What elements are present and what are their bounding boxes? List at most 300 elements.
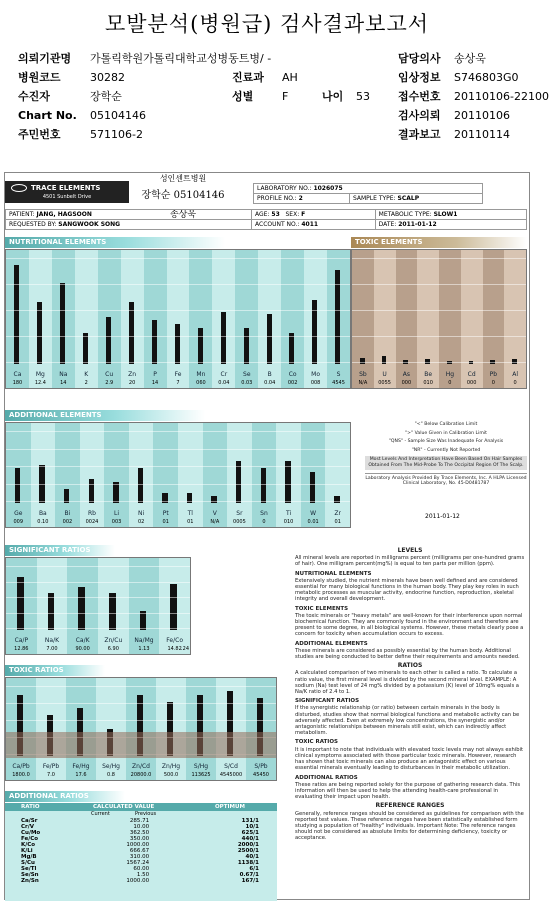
grid-line xyxy=(6,703,276,704)
chart-label: Zn/Hg xyxy=(161,763,181,770)
grid-line xyxy=(352,362,526,363)
chart-label: Sn xyxy=(260,510,268,517)
grid-line xyxy=(6,449,350,450)
narrative-heading: ADDITIONAL RATIOS xyxy=(295,774,358,781)
chart-label: S xyxy=(336,371,341,378)
chart-column xyxy=(483,250,505,388)
narrative-paragraph: Extensively studied, the nutrient minerals have been well defined and are considered essential for many biological functions in the human body. They play key roles in such metabolic processes as muscular activity, endocrine function, reproduction, skeletal integrity and overall development. xyxy=(295,577,519,603)
hospital-note: 성인센트병원 xyxy=(159,174,207,183)
age: 53 xyxy=(271,211,280,218)
chart-label: Cu xyxy=(105,371,114,378)
chart-column xyxy=(37,558,68,654)
chart-label: Zn/Cd xyxy=(132,763,150,770)
narrative-heading: LEVELS xyxy=(397,547,423,554)
chart-column xyxy=(374,250,396,388)
requested-label: REQUESTED BY: xyxy=(9,221,57,228)
chart-bar xyxy=(138,468,143,503)
chart-label: Ca/Pb xyxy=(12,763,30,770)
chart-column xyxy=(189,250,212,388)
chart-value: N/A xyxy=(358,380,368,386)
chart-value: 01 xyxy=(334,519,341,525)
account-no: 4011 xyxy=(301,221,319,228)
metabolic-type: SLOW1 xyxy=(433,211,458,218)
ratio-name: Cu/Mo xyxy=(21,830,41,836)
header-right-value: 20110114 xyxy=(454,128,510,141)
current-header: Current xyxy=(91,811,110,817)
chart-column xyxy=(352,250,374,388)
chart-column xyxy=(129,423,154,527)
grid-line xyxy=(352,336,526,337)
chart-value: 0024 xyxy=(85,519,99,525)
chart-bar xyxy=(310,472,315,504)
chart-label: Sb xyxy=(359,371,367,378)
metabolic-label: METABOLIC TYPE: xyxy=(378,211,432,218)
chart-value: 003 xyxy=(111,519,122,525)
optimum-value: 625/1 xyxy=(241,830,259,836)
chart-column xyxy=(144,250,167,388)
chart-label: Cr xyxy=(220,371,228,378)
date-cell xyxy=(375,220,526,230)
patient-name: JANG, HAGSOON xyxy=(36,211,92,218)
chart-label: Ge xyxy=(14,510,23,517)
chart-bar xyxy=(83,333,88,364)
chart-column xyxy=(252,423,277,527)
chart-value: 7 xyxy=(176,380,180,386)
previous-value xyxy=(153,878,213,884)
grid-line xyxy=(352,310,526,311)
additional-title: ADDITIONAL ELEMENTS xyxy=(5,410,205,421)
chart-value: 180 xyxy=(12,380,23,386)
chart-value: 7.0 xyxy=(47,772,55,778)
chart-bar xyxy=(236,461,241,503)
header-right-label: 결과보고 xyxy=(398,128,441,141)
chart-column xyxy=(121,250,144,388)
chart-bar xyxy=(267,314,272,364)
legend-item: Laboratory Analysis Provided By Trace Elements, Inc. A HLPA Licensed Clinical Laboratory, No. 45-D0481787 xyxy=(365,473,527,487)
grid-line xyxy=(6,582,190,583)
optimum-value: 167/1 xyxy=(241,878,259,884)
chart-column xyxy=(186,678,216,780)
chart-label: Pt xyxy=(162,510,169,517)
chart-bar xyxy=(17,577,24,630)
chart-value: .24 xyxy=(181,646,189,652)
optimum-value: 2500/1 xyxy=(237,848,259,854)
grid-line xyxy=(6,310,350,311)
chart-label: Al xyxy=(512,371,519,378)
age-label: AGE: xyxy=(255,211,270,218)
chart-column xyxy=(203,423,228,527)
lab-no-cell xyxy=(254,184,483,194)
header-mid2-value: 53 xyxy=(356,90,370,103)
chart-value: 0 xyxy=(262,519,266,525)
chart-label: Ca/K xyxy=(75,637,90,644)
narrative-heading: RATIOS xyxy=(397,662,423,670)
chart-label: Li xyxy=(114,510,120,517)
header-field-label: Chart No. xyxy=(18,109,77,122)
chart-value: 002 xyxy=(62,519,73,525)
chart-column xyxy=(276,423,301,527)
lab-no-label: LABORATORY NO.: xyxy=(257,185,312,192)
header-right-label: 임상정보 xyxy=(398,71,441,84)
header-field-label: 병원코드 xyxy=(18,71,61,84)
chart-value: 12.4 xyxy=(34,380,46,386)
current-value: 285.71 xyxy=(129,818,150,824)
metabolic-cell xyxy=(375,210,526,220)
chart-value: 20800.0 xyxy=(130,772,152,778)
requested-by: SANGWOOK SONG xyxy=(58,221,121,228)
patient-cell xyxy=(6,210,252,220)
toxic-ratios-title: TOXIC RATIOS xyxy=(5,665,105,676)
narrative-heading: ADDITIONAL ELEMENTS xyxy=(295,640,368,647)
chart-column xyxy=(6,678,36,780)
ratio-header: RATIO xyxy=(21,804,40,810)
sex-label: SEX: xyxy=(285,211,300,218)
legend-item: Most Levels And Interpretation Have Been Based On Hair Samples Obtained From The Mid-Probe To The Occipital Region Of The Scalp. xyxy=(365,456,527,469)
chart-label: Ca xyxy=(13,371,22,378)
brand-name: TRACE ELEMENTS xyxy=(31,184,101,192)
requested-cell xyxy=(6,220,252,230)
chart-value: 6.90 xyxy=(107,646,119,652)
ratio-name: K/Li xyxy=(21,848,33,854)
header-right-label: 접수번호 xyxy=(398,90,441,103)
narrative-paragraph: A calculated comparison of two minerals to each other is called a ratio. To calculate a ratio value, the first mineral level is divided by the second mineral level. EXAMPLE: A sodium (Na) test level of 24 mg% divided by a potassium (K) level of 10mg% equals a Na/K ratio of 2.4 to 1. xyxy=(295,670,519,696)
report-title: 모발분석(병원급) 검사결과보고서 xyxy=(104,12,430,36)
chart-column xyxy=(98,558,129,654)
narrative-heading: NUTRITIONAL ELEMENTS xyxy=(295,570,372,577)
chart-value: 008 xyxy=(310,380,321,386)
narrative-heading: TOXIC ELEMENTS xyxy=(295,605,349,612)
lab-address: 4501 Sunbelt Drive xyxy=(42,194,92,200)
optimum-value: 10/1 xyxy=(245,824,259,830)
chart-label: Mg xyxy=(35,371,45,378)
chart-value: N/A xyxy=(210,519,220,525)
chart-value: 0005 xyxy=(233,519,246,525)
grid-line xyxy=(6,284,350,285)
chart-column xyxy=(66,678,96,780)
chart-value: 002 xyxy=(287,380,298,386)
ratio-name: Se/Sn xyxy=(21,872,39,878)
current-value: 1000.00 xyxy=(126,842,150,848)
chart-column xyxy=(52,250,75,388)
grid-line xyxy=(6,258,350,259)
chart-value: 0 xyxy=(448,380,452,386)
ratio-name: S/Cu xyxy=(21,860,35,866)
chart-column xyxy=(153,423,178,527)
header-mid2-label: 나이 xyxy=(322,90,344,103)
optimum-value: 6/1 xyxy=(249,866,259,872)
chart-value: 113625 xyxy=(191,772,211,778)
nutritional-title: NUTRITIONAL ELEMENTS xyxy=(5,237,225,248)
current-value: 362.50 xyxy=(129,830,150,836)
ratio-name: Ca/Sr xyxy=(21,818,38,824)
chart-column xyxy=(304,250,327,388)
chart-value: 2.9 xyxy=(105,380,114,386)
grid-line xyxy=(6,613,190,614)
chart-column xyxy=(246,678,276,780)
chart-bar xyxy=(170,584,177,631)
legend-item: "QNS" - Sample Size Was Inadequate For Analysis xyxy=(388,439,504,445)
header-field-value: 장학순 xyxy=(90,90,122,103)
chart-bar xyxy=(261,468,266,503)
chart-column xyxy=(104,423,129,527)
optimum-header: OPTIMUM xyxy=(215,804,245,810)
ratio-name: Se/Tl xyxy=(21,866,37,872)
chart-label: Zr xyxy=(334,510,341,517)
narrative-heading: TOXIC RATIOS xyxy=(295,739,338,746)
chart-column xyxy=(96,678,126,780)
chart-value: 17.6 xyxy=(75,772,87,778)
chart-column xyxy=(281,250,304,388)
grid-line xyxy=(6,720,276,721)
calc-header: CALCULATED VALUE xyxy=(93,804,155,810)
chart-column xyxy=(178,423,203,527)
chart-column xyxy=(167,250,190,388)
chart-value: 010 xyxy=(283,519,294,525)
patient-info-table xyxy=(5,209,527,230)
chart-label: Be xyxy=(424,371,433,378)
chart-bar xyxy=(244,328,249,364)
optimum-value: 0.67/1 xyxy=(239,872,259,878)
header-mid-label: 진료과 xyxy=(232,71,264,84)
chart-label: As xyxy=(402,371,410,378)
chart-label: Se/Hg xyxy=(102,763,120,770)
previous-header: Previous xyxy=(135,811,157,817)
chart-value: 000 xyxy=(466,380,477,386)
chart-value: 90.00 xyxy=(75,646,90,652)
narrative-paragraph: It is important to note that individuals with elevated toxic levels may not always exhibit clinical symptoms associated with those particular toxic minerals. However, research has shown that toxic minerals can also produce an antagonistic effect on various essential minerals eventually leading to disturbances in their metabolic utilization. xyxy=(295,746,524,772)
chart-value: 0 xyxy=(491,380,495,386)
date-label: DATE: xyxy=(378,221,397,228)
chart-value: 000 xyxy=(401,380,412,386)
chart-label: Hg xyxy=(445,371,455,378)
chart-column xyxy=(80,423,105,527)
chart-column xyxy=(212,250,235,388)
header-mid-value: F xyxy=(282,90,289,103)
chart-column xyxy=(216,678,246,780)
chart-label: S/Cd xyxy=(224,763,238,770)
profile-cell xyxy=(254,194,350,204)
chart-value: 1800.0 xyxy=(12,772,30,778)
additional-chart xyxy=(5,422,351,528)
signature-date: 2011-01-12 xyxy=(425,513,460,520)
chart-column xyxy=(258,250,281,388)
narrative-heading: SIGNIFICANT RATIOS xyxy=(295,698,360,705)
chart-bar xyxy=(113,482,118,503)
chart-label: U xyxy=(382,371,387,378)
chart-column xyxy=(6,423,31,527)
optimum-value: 440/1 xyxy=(241,836,259,842)
grid-line xyxy=(6,501,350,502)
chart-value: 01 xyxy=(162,519,169,525)
chart-bar xyxy=(289,333,294,364)
sample-type: SCALP xyxy=(397,195,420,202)
ratio-name: K/Co xyxy=(21,842,36,848)
chart-column xyxy=(327,250,350,388)
legend-item: "<" Below Calibration Limit xyxy=(414,422,478,427)
sample-label: SAMPLE TYPE: xyxy=(352,195,396,202)
chart-value: 0.03 xyxy=(241,380,253,386)
grid-line xyxy=(6,362,350,363)
grid-line xyxy=(6,628,190,629)
chart-column xyxy=(31,423,56,527)
chart-label: S/Pb xyxy=(254,763,268,770)
grid-line xyxy=(6,431,350,432)
additional-ratios-title: ADDITIONAL RATIOS xyxy=(5,791,125,802)
chart-bar xyxy=(285,461,290,503)
narrative-paragraph: These ratios are being reported solely for the purpose of gathering research data. This information will then be used to help the attending health-care professional in evaluating their impact upon health. xyxy=(295,781,521,801)
grid-line xyxy=(6,484,350,485)
header-right-value: 송상욱 xyxy=(454,52,486,65)
chart-column xyxy=(156,678,186,780)
chart-label: Rb xyxy=(87,510,96,517)
chart-column xyxy=(301,423,326,527)
chart-column xyxy=(29,250,52,388)
chart-bar xyxy=(14,265,19,364)
optimum-value: 1138/1 xyxy=(237,860,259,866)
chart-label: V xyxy=(212,510,217,517)
sex: F xyxy=(301,211,306,218)
grid-line xyxy=(6,597,190,598)
chart-label: Fe/Hg xyxy=(72,763,90,770)
chart-bar xyxy=(175,324,180,364)
header-field-value: 05104146 xyxy=(90,109,146,122)
toxic-chart xyxy=(351,249,527,389)
chart-value: 0055 xyxy=(378,380,391,386)
chart-column xyxy=(126,678,156,780)
header-right-label: 검사의뢰 xyxy=(398,109,441,122)
chart-column xyxy=(55,423,80,527)
toxic-ratios-chart xyxy=(5,677,277,781)
chart-value: 0.04 xyxy=(264,380,276,386)
current-value: 60.00 xyxy=(133,866,150,872)
narrative-paragraph: If the synergistic relationship (or ratio) between certain minerals in the body is disturbed, studies show that normal biological functions and metabolic activity can be adversely affected. Even at extremely low concentrations, the synergistic and/or antagonistic relationships between minerals still exist, which can indirectly affect metabolism. xyxy=(295,705,520,737)
chart-value: 0.01 xyxy=(307,519,319,525)
chart-label: P xyxy=(153,371,157,378)
chart-value: 0.04 xyxy=(218,380,230,386)
chart-column xyxy=(227,423,252,527)
chart-column xyxy=(159,558,190,654)
chart-column xyxy=(396,250,418,388)
chart-label: Mn xyxy=(196,371,206,378)
chart-column xyxy=(439,250,461,388)
chart-bar xyxy=(60,283,65,364)
toxic-band xyxy=(6,732,276,758)
ratios-subheader xyxy=(5,811,277,818)
chart-value: 14 xyxy=(151,380,159,386)
chart-bar xyxy=(152,320,157,364)
chart-label: Na/K xyxy=(44,637,60,644)
lab-no: 1026075 xyxy=(313,185,343,192)
current-value: 1567.24 xyxy=(126,860,150,866)
chart-bar xyxy=(221,312,226,364)
patient-label: PATIENT: xyxy=(9,211,35,218)
chart-label: Zn xyxy=(128,371,137,378)
age-sex-cell xyxy=(252,210,376,220)
ratio-name: Fe/Co xyxy=(21,836,39,842)
narrative-paragraph: The toxic minerals or "heavy metals" are well-known for their interference upon normal biochemical function. They are commonly found in the environment and therefore are present to some degree, in all biological systems. However, these metals clearly pose a concern for toxicity when accumulation occurs to excess. xyxy=(295,612,524,638)
brand-icon xyxy=(11,184,27,192)
chart-value: 02 xyxy=(137,519,145,525)
chart-label: Ni xyxy=(138,510,145,517)
chart-label: Se xyxy=(243,371,251,378)
narrative-heading: REFERENCE RANGES xyxy=(375,802,445,810)
additional-ratios-table xyxy=(5,803,277,901)
chart-value: 500.0 xyxy=(163,772,179,778)
account-label: ACCOUNT NO.: xyxy=(255,221,300,228)
chart-value: 060 xyxy=(196,380,206,386)
chart-label: Mo xyxy=(311,371,321,378)
ratio-name: Mg/B xyxy=(21,854,37,860)
chart-label: Fe/Co xyxy=(166,637,183,644)
grid-line xyxy=(6,336,350,337)
header-mid-value: AH xyxy=(282,71,298,84)
grid-line xyxy=(6,686,276,687)
current-value: 1.50 xyxy=(136,872,150,878)
header-field-value: 가톨릭학원가톨릭대학교성병동트병/ - xyxy=(90,52,272,65)
chart-label: Fe/Pb xyxy=(42,763,60,770)
toxic-title: TOXIC ELEMENTS xyxy=(351,237,527,248)
chart-column xyxy=(6,250,29,388)
header-field-value: 30282 xyxy=(90,71,125,84)
chart-bar xyxy=(106,317,111,364)
current-value: 10.00 xyxy=(133,824,150,830)
chart-value: 20 xyxy=(128,380,136,386)
chart-label: Sr xyxy=(236,510,243,517)
header-field-label: 수진자 xyxy=(18,90,50,103)
ratios-header xyxy=(5,803,277,811)
chart-label: W xyxy=(310,510,317,517)
chart-label: Ca/P xyxy=(14,637,29,644)
chart-value: 0 xyxy=(513,380,517,386)
chart-label: Pb xyxy=(489,371,498,378)
chart-value: 009 xyxy=(13,519,24,525)
grid-line xyxy=(352,284,526,285)
chart-label: Na/Mg xyxy=(134,637,154,644)
chart-bar xyxy=(78,587,85,630)
chart-label: B xyxy=(267,371,272,378)
chart-label: Tl xyxy=(187,510,193,517)
nutritional-chart xyxy=(5,249,351,389)
chart-value: 2 xyxy=(84,380,88,386)
optimum-value: 2000/1 xyxy=(237,842,259,848)
chart-label: K xyxy=(84,371,89,378)
current-value: 350.00 xyxy=(129,836,150,842)
legend-item: "NR" - Currently Not Reported xyxy=(411,447,481,453)
ratios-rows xyxy=(5,818,277,884)
report-date: 2011-01-12 xyxy=(398,221,437,228)
chart-column xyxy=(75,250,98,388)
profile-label: PROFILE NO.: xyxy=(257,195,297,202)
current-value: 310.00 xyxy=(129,854,150,860)
optimum-value: 131/1 xyxy=(241,818,259,824)
narrative-text xyxy=(295,545,525,842)
narrative-paragraph: All mineral levels are reported in milligrams percent (milligrams per one-hundred grams of hair). One milligram percent(mg%) is equal to ten parts per million (ppm). xyxy=(295,555,525,568)
current-value: 666.67 xyxy=(129,848,150,854)
chart-column xyxy=(417,250,439,388)
chart-label: Ti xyxy=(285,510,292,517)
chart-column xyxy=(325,423,350,527)
legend-box xyxy=(365,422,527,490)
chart-value: 01 xyxy=(187,519,194,525)
narrative-paragraph: Generally, reference ranges should be considered as guidelines for comparison with the reported test values. These reference ranges have been statistically established form studying a population of "healthy" individuals. Important Note: The reference ranges should not be considered as absolute limits for determining deficiency, toxicity or acceptance. xyxy=(295,810,524,842)
chart-column xyxy=(235,250,258,388)
chart-column xyxy=(67,558,98,654)
chart-value: 45450 xyxy=(253,772,269,778)
chart-column xyxy=(504,250,526,388)
chart-value: 010 xyxy=(423,380,433,386)
patient-note: 장학순 05104146 xyxy=(141,190,225,201)
chart-label: Zn/Cu xyxy=(104,637,123,644)
